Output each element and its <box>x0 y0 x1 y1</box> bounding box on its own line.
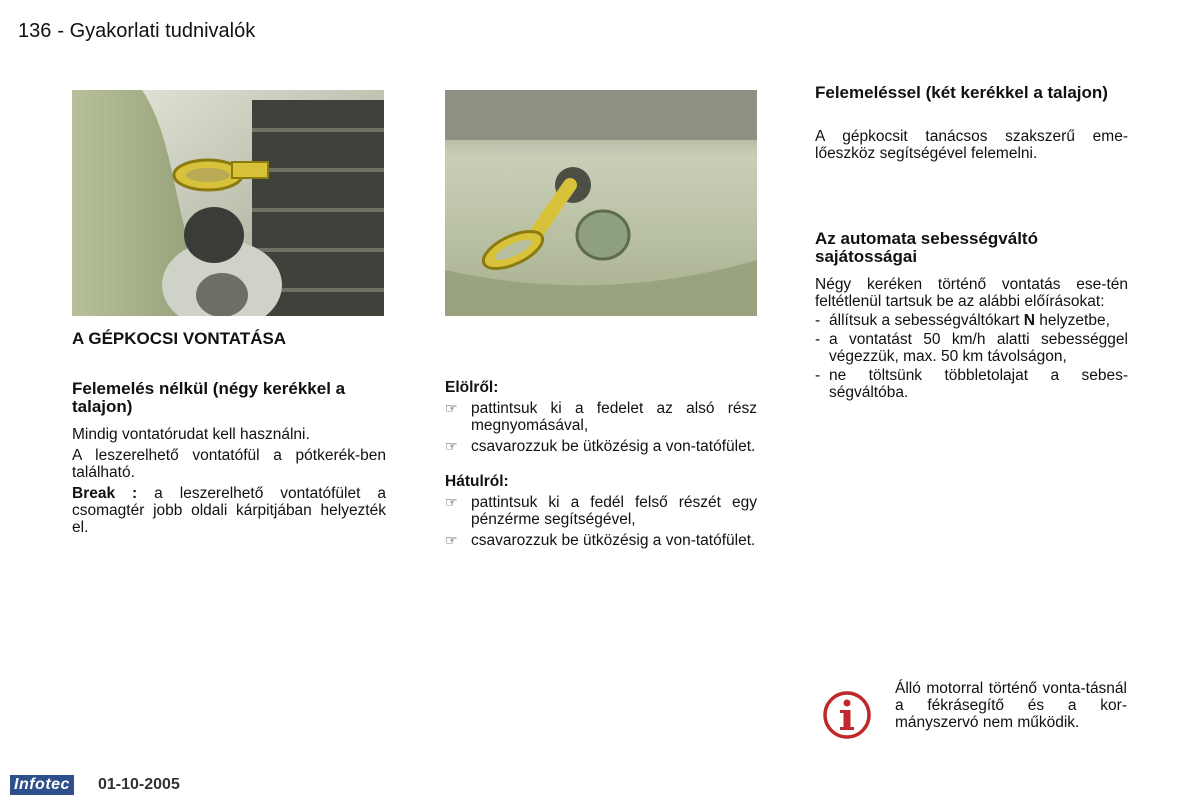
list-item: ☞ pattintsuk ki a fedél felső részét egy pénzérme segítségével, <box>445 494 757 528</box>
left-paragraph-2: A leszerelhető vontatófül a pótkerék-ben található. <box>72 447 386 481</box>
list-item: ☞ pattintsuk ki a fedelet az alsó rész megnyomásával, <box>445 400 757 434</box>
middle-body <box>445 379 757 553</box>
front-list <box>445 400 757 455</box>
automatic-gearbox-body <box>815 276 1128 403</box>
automatic-gearbox-heading: Az automata sebességváltó sajátosságai <box>815 229 1038 266</box>
page-number: 136 <box>18 20 52 42</box>
pointing-hand-icon: ☞ <box>445 438 458 454</box>
pointing-hand-icon: ☞ <box>445 400 458 416</box>
towing-main-heading: A GÉPKOCSI VONTATÁSA <box>72 329 287 348</box>
info-warning-icon <box>822 690 872 740</box>
footer-date: 01-10-2005 <box>98 776 180 793</box>
gearbox-rules-list <box>815 312 1128 401</box>
towing-eye-front-photo <box>72 90 384 316</box>
front-heading: Elölről: <box>445 379 499 396</box>
list-item: - a vontatást 50 km/h alatti sebességgel végezzük, max. 50 km távolságon, <box>815 331 1128 365</box>
no-lift-heading: Felemelés nélkül (négy kerékkel a talajon) <box>72 379 346 416</box>
break-label: Break : <box>72 485 138 502</box>
pointing-hand-icon: ☞ <box>445 532 458 548</box>
warning-text: Álló motorral történő vonta-tásnál a fékrásegítő és a kor-mányszervó nem működik. <box>895 680 1127 731</box>
page-header <box>18 20 261 43</box>
automatic-gearbox-paragraph: Négy keréken történő vontatás ese-tén feltétlenül tartsuk be az alábbi előírásokat: <box>815 276 1128 310</box>
lift-heading: Felemeléssel (két kerékkel a talajon) <box>815 83 1108 102</box>
towing-eye-rear-photo <box>445 90 757 316</box>
list-item: - ne töltsünk többletolajat a sebes-ségváltóba. <box>815 367 1128 401</box>
left-body <box>72 426 386 536</box>
lift-paragraph: A gépkocsit tanácsos szakszerű eme-lőeszköz segítségével felemelni. <box>815 128 1128 162</box>
left-paragraph-1: Mindig vontatórudat kell használni. <box>72 426 310 443</box>
rear-list <box>445 494 757 549</box>
infotec-logo: Infotec <box>10 775 74 795</box>
list-item: ☞ csavarozzuk be ütközésig a von-tatófület. <box>445 532 756 549</box>
section-title: - Gyakorlati tudnivalók <box>57 20 256 42</box>
list-item: - állítsuk a sebességváltókart N helyzetbe, <box>815 312 1110 329</box>
pointing-hand-icon: ☞ <box>445 494 458 510</box>
left-paragraph-break <box>72 485 386 536</box>
rear-heading: Hátulról: <box>445 473 509 490</box>
break-text: a leszerelhető vontatófület a csomagtér jobb oldali kárpitjában helyezték el. <box>72 485 387 536</box>
list-item: ☞ csavarozzuk be ütközésig a von-tatófület. <box>445 438 756 455</box>
